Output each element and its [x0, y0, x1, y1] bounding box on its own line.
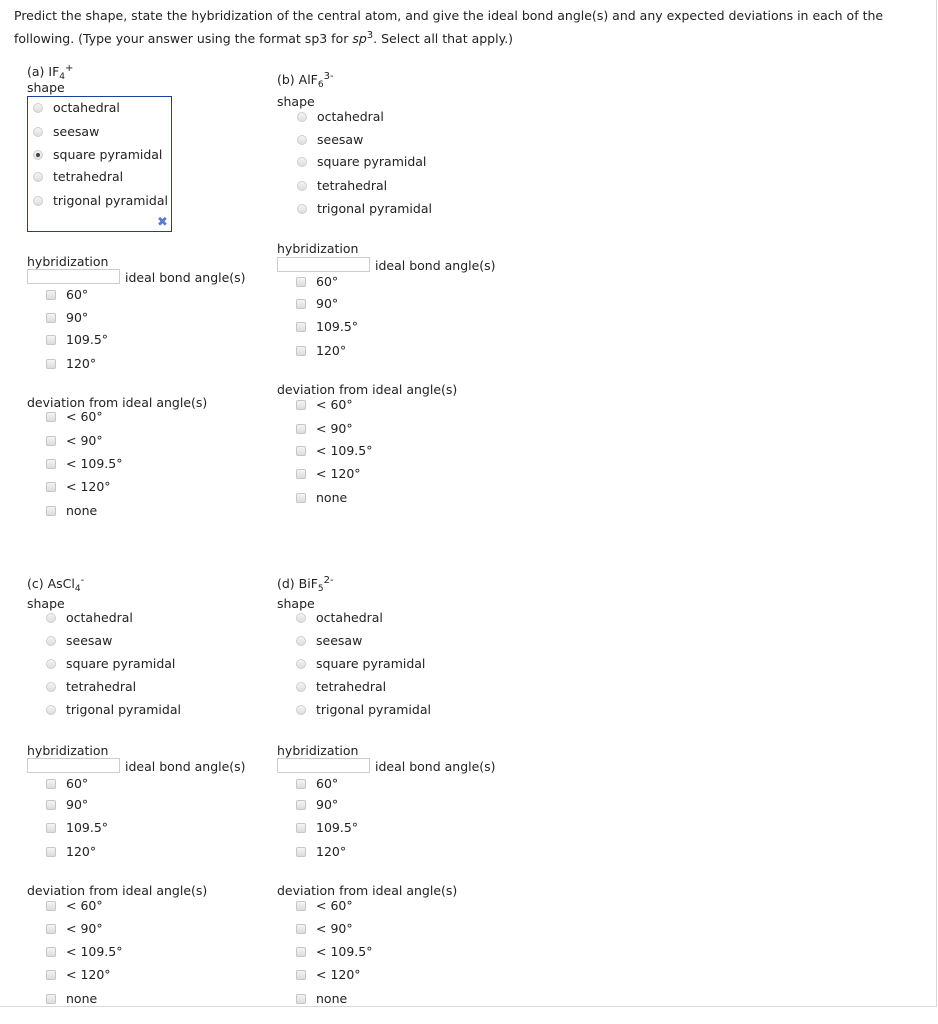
- radio-label: trigonal pyramidal: [53, 193, 168, 208]
- question-d-title: (d) BiF$_5^{2-}$: [277, 575, 334, 594]
- question-b-hybridization-input[interactable]: [277, 257, 370, 272]
- question-a-deviation-option-120[interactable]: [46, 479, 111, 494]
- checkbox-label: < 109.5°: [316, 944, 373, 959]
- checkbox[interactable]: [46, 924, 56, 934]
- radio-button[interactable]: [46, 682, 56, 692]
- checkbox-label: 120°: [66, 356, 97, 371]
- question-b-ideal-bond-angle-label: ideal bond angle(s): [375, 258, 496, 273]
- question-a-hybridization-label: hybridization: [27, 254, 109, 269]
- checkbox-label: < 90°: [316, 921, 353, 936]
- radio-button[interactable]: [297, 135, 307, 145]
- radio-label: octahedral: [317, 109, 384, 124]
- radio-label: tetrahedral: [317, 178, 388, 193]
- question-a-shape-option-trigonal-pyramidal[interactable]: [33, 193, 168, 208]
- question-c-title: (c) AsCl$_4$-: [27, 575, 85, 594]
- checkbox-label: none: [316, 490, 348, 505]
- question-b-angle-option-90[interactable]: [296, 296, 338, 311]
- question-a-angle-option-120[interactable]: [46, 356, 96, 371]
- checkbox[interactable]: [46, 901, 56, 911]
- checkbox[interactable]: [46, 823, 56, 833]
- checkbox-label: < 120°: [66, 479, 111, 494]
- question-d-shape-option-tetrahedral[interactable]: [296, 679, 386, 694]
- question-c-hybridization-input[interactable]: [27, 758, 120, 773]
- checkbox[interactable]: [46, 779, 56, 789]
- radio-button[interactable]: [296, 636, 306, 646]
- radio-button[interactable]: [33, 103, 43, 113]
- checkbox[interactable]: [296, 901, 306, 911]
- question-a-deviation-option-90[interactable]: [46, 433, 103, 448]
- checkbox-label: < 60°: [316, 898, 353, 913]
- radio-button[interactable]: [296, 659, 306, 669]
- checkbox-label: 120°: [316, 343, 347, 358]
- question-d-deviation-label: deviation from ideal angle(s): [277, 883, 458, 898]
- question-b-shape-option-square-pyramidal[interactable]: [297, 154, 426, 169]
- checkbox-label: 120°: [316, 844, 347, 859]
- checkbox-label: < 60°: [316, 397, 353, 412]
- question-c-deviation-option-109-5[interactable]: [46, 944, 122, 959]
- checkbox[interactable]: [46, 482, 56, 492]
- question-c-deviation-option-60[interactable]: [46, 898, 103, 913]
- question-d-deviation-option-none[interactable]: [296, 991, 347, 1006]
- checkbox[interactable]: [46, 970, 56, 980]
- question-d-angle-option-109-5[interactable]: [296, 820, 358, 835]
- checkbox[interactable]: [46, 506, 56, 516]
- radio-button[interactable]: [46, 613, 56, 623]
- checkbox-label: < 109.5°: [316, 443, 373, 458]
- checkbox-label: 60°: [66, 287, 89, 302]
- checkbox[interactable]: [296, 779, 306, 789]
- checkbox-label: 90°: [66, 310, 89, 325]
- radio-label: square pyramidal: [316, 656, 426, 671]
- question-c-ideal-bond-angle-label: ideal bond angle(s): [125, 759, 246, 774]
- question-d-shape-label: shape: [277, 596, 315, 611]
- question-c-angle-option-109-5[interactable]: [46, 820, 108, 835]
- checkbox[interactable]: [46, 847, 56, 857]
- radio-button[interactable]: [297, 204, 307, 214]
- checkbox[interactable]: [296, 277, 306, 287]
- checkbox[interactable]: [46, 459, 56, 469]
- checkbox[interactable]: [46, 436, 56, 446]
- checkbox-label: 60°: [66, 776, 89, 791]
- question-b-shape-label: shape: [277, 94, 315, 109]
- radio-label: square pyramidal: [66, 656, 176, 671]
- question-b-deviation-option-90[interactable]: [296, 421, 353, 436]
- question-a-angle-option-60[interactable]: [46, 287, 88, 302]
- question-b-deviation-option-120[interactable]: [296, 466, 361, 481]
- question-d-hybridization-label: hybridization: [277, 743, 359, 758]
- checkbox-label: < 109.5°: [66, 456, 123, 471]
- checkbox-label: 90°: [316, 296, 339, 311]
- radio-button[interactable]: [296, 705, 306, 715]
- question-d-deviation-option-120[interactable]: [296, 967, 361, 982]
- question-c-shape-option-trigonal-pyramidal[interactable]: [46, 702, 181, 717]
- question-a-ideal-bond-angle-label: ideal bond angle(s): [125, 270, 246, 285]
- question-a-graded-answer-box: [27, 96, 172, 232]
- question-a-shape-label: shape: [27, 80, 65, 95]
- radio-label: octahedral: [53, 100, 120, 115]
- checkbox[interactable]: [296, 994, 306, 1004]
- checkbox[interactable]: [46, 290, 56, 300]
- question-d-ideal-bond-angle-label: ideal bond angle(s): [375, 759, 496, 774]
- checkbox[interactable]: [296, 446, 306, 456]
- question-c-hybridization-label: hybridization: [27, 743, 109, 758]
- question-d-deviation-option-90[interactable]: [296, 921, 353, 936]
- checkbox-label: < 60°: [66, 898, 103, 913]
- question-a-incorrect-icon: ✖: [157, 215, 168, 230]
- checkbox-label: < 90°: [66, 921, 103, 936]
- checkbox-label: < 60°: [66, 409, 103, 424]
- checkbox[interactable]: [296, 469, 306, 479]
- question-c-angle-option-90[interactable]: [46, 797, 88, 812]
- checkbox-label: < 120°: [316, 466, 361, 481]
- question-a-shape-option-octahedral[interactable]: [33, 100, 120, 115]
- radio-button[interactable]: [297, 112, 307, 122]
- checkbox-label: 109.5°: [66, 820, 109, 835]
- checkbox-label: < 120°: [66, 967, 111, 982]
- checkbox[interactable]: [46, 412, 56, 422]
- checkbox-label: 120°: [66, 844, 97, 859]
- checkbox-label: < 109.5°: [66, 944, 123, 959]
- radio-label: trigonal pyramidal: [317, 201, 432, 216]
- question-b-shape-option-octahedral[interactable]: [297, 109, 384, 124]
- radio-label: square pyramidal: [53, 147, 163, 162]
- question-b-shape-option-trigonal-pyramidal[interactable]: [297, 201, 432, 216]
- question-a-deviation-option-109-5[interactable]: [46, 456, 122, 471]
- radio-button[interactable]: [46, 705, 56, 715]
- question-a-angle-option-109-5[interactable]: [46, 332, 108, 347]
- checkbox[interactable]: [46, 313, 56, 323]
- question-b-deviation-label: deviation from ideal angle(s): [277, 382, 458, 397]
- question-d-angle-option-90[interactable]: [296, 797, 338, 812]
- question-c-shape-option-octahedral[interactable]: [46, 610, 133, 625]
- checkbox[interactable]: [296, 493, 306, 503]
- radio-button[interactable]: [296, 613, 306, 623]
- question-d-angle-option-120[interactable]: [296, 844, 346, 859]
- checkbox-label: none: [316, 991, 348, 1006]
- question-a-deviation-option-60[interactable]: [46, 409, 103, 424]
- radio-label: trigonal pyramidal: [66, 702, 181, 717]
- question-c-angle-option-60[interactable]: [46, 776, 88, 791]
- question-c-deviation-label: deviation from ideal angle(s): [27, 883, 208, 898]
- question-a-deviation-option-none[interactable]: [46, 503, 97, 518]
- question-a-shape-option-tetrahedral[interactable]: [33, 169, 123, 184]
- checkbox-label: 60°: [316, 776, 339, 791]
- question-b-deviation-option-109-5[interactable]: [296, 443, 372, 458]
- radio-label: tetrahedral: [53, 169, 124, 184]
- question-d-shape-option-trigonal-pyramidal[interactable]: [296, 702, 431, 717]
- question-b-angle-option-120[interactable]: [296, 343, 346, 358]
- radio-label: seesaw: [53, 124, 100, 139]
- question-d-deviation-option-109-5[interactable]: [296, 944, 372, 959]
- radio-label: octahedral: [316, 610, 383, 625]
- question-b-deviation-option-none[interactable]: [296, 490, 347, 505]
- question-c-shape-label: shape: [27, 596, 65, 611]
- checkbox[interactable]: [46, 994, 56, 1004]
- checkbox[interactable]: [296, 970, 306, 980]
- question-b-hybridization-label: hybridization: [277, 241, 359, 256]
- radio-label: octahedral: [66, 610, 133, 625]
- checkbox[interactable]: [296, 847, 306, 857]
- radio-button[interactable]: [33, 150, 43, 160]
- radio-label: seesaw: [316, 633, 363, 648]
- radio-label: tetrahedral: [316, 679, 387, 694]
- question-a-angle-option-90[interactable]: [46, 310, 88, 325]
- checkbox[interactable]: [296, 823, 306, 833]
- question-b-title: (b) AlF$_6^{3-}$: [277, 71, 334, 90]
- checkbox[interactable]: [296, 299, 306, 309]
- question-c-shape-option-tetrahedral[interactable]: [46, 679, 136, 694]
- checkbox-label: 109.5°: [66, 332, 109, 347]
- question-a-deviation-label: deviation from ideal angle(s): [27, 395, 208, 410]
- question-b-deviation-option-60[interactable]: [296, 397, 353, 412]
- checkbox-label: 90°: [316, 797, 339, 812]
- checkbox-label: 109.5°: [316, 820, 359, 835]
- question-d-shape-option-seesaw[interactable]: [296, 633, 362, 648]
- question-d-hybridization-input[interactable]: [277, 758, 370, 773]
- question-c-deviation-option-none[interactable]: [46, 991, 97, 1006]
- question-b-shape-option-seesaw[interactable]: [297, 132, 363, 147]
- question-b-angle-option-60[interactable]: [296, 274, 338, 289]
- question-a-shape-option-seesaw[interactable]: [33, 124, 99, 139]
- radio-button[interactable]: [46, 636, 56, 646]
- radio-label: trigonal pyramidal: [316, 702, 431, 717]
- question-c-angle-option-120[interactable]: [46, 844, 96, 859]
- radio-button[interactable]: [33, 127, 43, 137]
- checkbox-label: 109.5°: [316, 319, 359, 334]
- checkbox[interactable]: [46, 947, 56, 957]
- question-b-shape-option-tetrahedral[interactable]: [297, 178, 387, 193]
- radio-button[interactable]: [46, 659, 56, 669]
- checkbox-label: 60°: [316, 274, 339, 289]
- checkbox[interactable]: [296, 947, 306, 957]
- checkbox-label: < 120°: [316, 967, 361, 982]
- checkbox-label: < 90°: [66, 433, 103, 448]
- radio-button[interactable]: [33, 172, 43, 182]
- question-c-shape-option-square-pyramidal[interactable]: [46, 656, 175, 671]
- radio-button[interactable]: [297, 157, 307, 167]
- question-d-shape-option-octahedral[interactable]: [296, 610, 383, 625]
- checkbox[interactable]: [296, 424, 306, 434]
- checkbox[interactable]: [46, 800, 56, 810]
- question-c-deviation-option-90[interactable]: [46, 921, 103, 936]
- question-a-title: (a) $IF_4^+$: [27, 63, 74, 82]
- checkbox[interactable]: [296, 346, 306, 356]
- checkbox-label: none: [66, 503, 98, 518]
- checkbox-label: < 90°: [316, 421, 353, 436]
- question-d-shape-option-square-pyramidal[interactable]: [296, 656, 425, 671]
- radio-button[interactable]: [296, 682, 306, 692]
- question-c-deviation-option-120[interactable]: [46, 967, 111, 982]
- checkbox-label: 90°: [66, 797, 89, 812]
- checkbox-label: none: [66, 991, 98, 1006]
- radio-label: seesaw: [317, 132, 364, 147]
- radio-button[interactable]: [297, 181, 307, 191]
- question-a-hybridization-input[interactable]: [27, 269, 120, 284]
- radio-button[interactable]: [33, 196, 43, 206]
- checkbox[interactable]: [296, 800, 306, 810]
- question-d-deviation-option-60[interactable]: [296, 898, 353, 913]
- question-instructions: Predict the shape, state the hybridization of the central atom, and give the ideal bond angle(s) and any expected deviations in each of the following. (Type your answer using the format sp3 for $sp^3$. Select all that apply.): [14, 8, 884, 47]
- checkbox[interactable]: [46, 359, 56, 369]
- checkbox[interactable]: [296, 924, 306, 934]
- checkbox[interactable]: [296, 322, 306, 332]
- radio-label: square pyramidal: [317, 154, 427, 169]
- checkbox[interactable]: [46, 335, 56, 345]
- question-a-shape-option-square-pyramidal[interactable]: [33, 147, 162, 162]
- radio-label: tetrahedral: [66, 679, 137, 694]
- checkbox[interactable]: [296, 400, 306, 410]
- question-d-angle-option-60[interactable]: [296, 776, 338, 791]
- radio-label: seesaw: [66, 633, 113, 648]
- question-c-shape-option-seesaw[interactable]: [46, 633, 112, 648]
- question-b-angle-option-109-5[interactable]: [296, 319, 358, 334]
